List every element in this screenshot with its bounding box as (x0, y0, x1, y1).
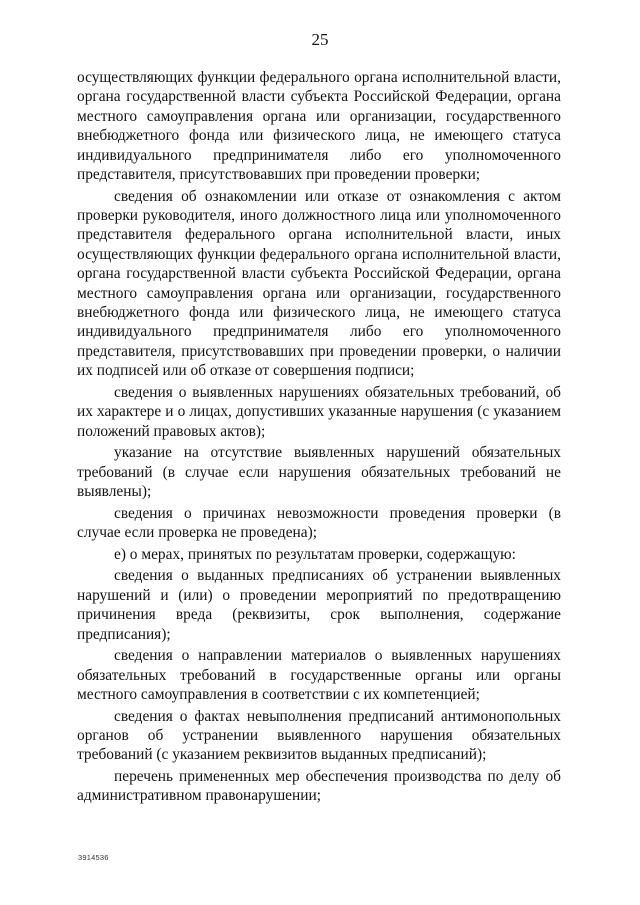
paragraph: перечень примененных мер обеспечения производства по делу об административном правонарушении; (77, 767, 561, 805)
paragraph: сведения о фактах невыполнения предписаний антимонопольных органов об устранении выявленного нарушения обязательных требований (с указанием реквизитов выданных предписаний); (77, 707, 561, 764)
paragraph: сведения о выявленных нарушениях обязательных требований, об их характере и о лицах, допустивших указанные нарушения (с указанием положений правовых актов); (77, 383, 561, 440)
paragraph: сведения о выданных предписаниях об устранении выявленных нарушений и (или) о проведении мероприятий по предотвращению причинения вреда (реквизиты, срок выполнения, содержание предписания); (77, 567, 561, 643)
paragraph: указание на отсутствие выявленных нарушений обязательных требований (в случае если нарушения обязательных требований не выявлены); (77, 444, 561, 501)
paragraph: сведения об ознакомлении или отказе от ознакомления с актом проверки руководителя, иного должностного лица или уполномоченного представителя федерального органа исполнительной власти, иных осуществляющих функции федерального органа исполнительной власти, органа государственной власти субъекта Российской Федерации, органа местного самоуправления органа или организации, государственного внебюджетного фонда или физического лица, не имеющего статуса индивидуального предпринимателя либо его уполномоченного представителя, присутствовавших при проведении проверки, о наличии их подписей или об отказе от совершения подписи; (77, 187, 561, 380)
paragraph: осуществляющих функции федерального органа исполнительной власти, органа государственной власти субъекта Российской Федерации, органа местного самоуправления органа или организации, государственного внебюджетного фонда или физического лица, не имеющего статуса индивидуального предпринимателя либо его уполномоченного представителя, присутствовавших при проведении проверки; (77, 69, 561, 184)
paragraph: сведения о направлении материалов о выявленных нарушениях обязательных требований в государственные органы или органы местного самоуправления в соответствии с их компетенцией; (77, 647, 561, 703)
document-id: 3914536 (78, 853, 109, 862)
page-number: 25 (311, 30, 329, 49)
paragraph: сведения о причинах невозможности проведения проверки (в случае если проверка не проведена); (77, 504, 561, 542)
paragraph: е) о мерах, принятых по результатам проверки, содержащую: (114, 545, 516, 563)
document-body (77, 68, 561, 808)
